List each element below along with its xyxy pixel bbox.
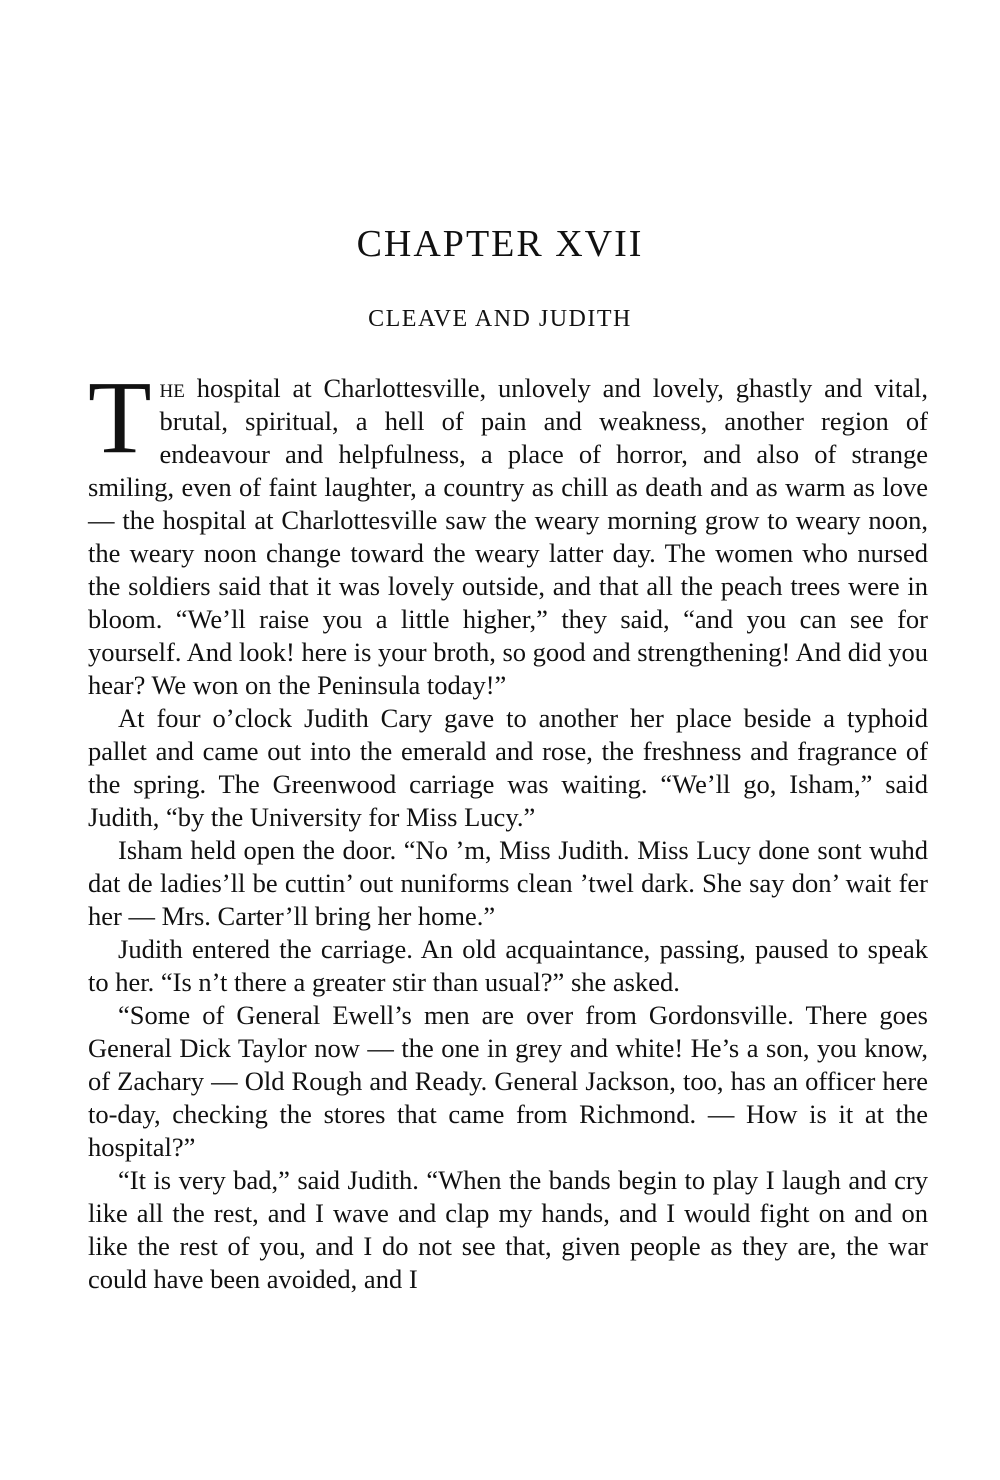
chapter-subtitle: CLEAVE AND JUDITH — [368, 306, 632, 332]
paragraph: “It is very bad,” said Judith. “When the bands begin to play I laugh and cry like all the rest, and I wave and clap my hands, and I would fight on and on like the rest of you, and I do not see that, given people as they are, the war could have been avoided, and I — [88, 1165, 928, 1294]
paragraph: At four o’clock Judith Cary gave to another her place beside a typhoid pallet and came out into the emerald and rose, the freshness and fragrance of the spring. The Greenwood carriage was waiting. “We’ll go, Isham,” said Judith, “by the University for Miss Lucy.” — [88, 703, 928, 832]
body-text — [88, 360, 928, 1296]
chapter-title: CHAPTER XVII — [356, 223, 644, 265]
paragraph: Judith entered the carriage. An old acquaintance, passing, paused to speak to her. “Is n’t there a greater stir than usual?” she asked. — [88, 934, 928, 997]
drop-cap: T — [88, 360, 152, 475]
paragraph — [88, 360, 928, 702]
paragraph: “Some of General Ewell’s men are over from Gordonsville. There goes General Dick Taylor now — the one in grey and white! He’s a son, you know, of Zachary — Old Rough and Ready. General Jackson, too, has an officer here to-day, checking the stores that came from Richmond. — How is it at the hospital?” — [88, 1000, 928, 1162]
small-caps-lead: he — [159, 373, 185, 403]
paragraph: Isham held open the door. “No ’m, Miss Judith. Miss Lucy done sont wuhd dat de ladies’ll be cuttin’ out nuniforms clean ’twel dark. She say don’ wait fer her — Mrs. Carter’ll bring her home.” — [88, 835, 928, 931]
paragraph-text: hospital at Charlottesville, unlovely and lovely, ghastly and vital, brutal, spiritual, a hell of pain and weakness, another region of endeavour and helpfulness, a place of horror, and also of strange smiling, even of faint laughter, a country as chill as death and as warm as love — the hospital at Charlottesville saw the weary morning grow to weary noon, the weary noon change toward the weary latter day. The women who nursed the soldiers said that it was lovely outside, and that all the peach trees were in bloom. “We’ll raise you a little higher,” they said, “and you can see for yourself. And look! here is your broth, so good and strengthening! And did you hear? We won on the Peninsula today!” — [88, 373, 928, 700]
